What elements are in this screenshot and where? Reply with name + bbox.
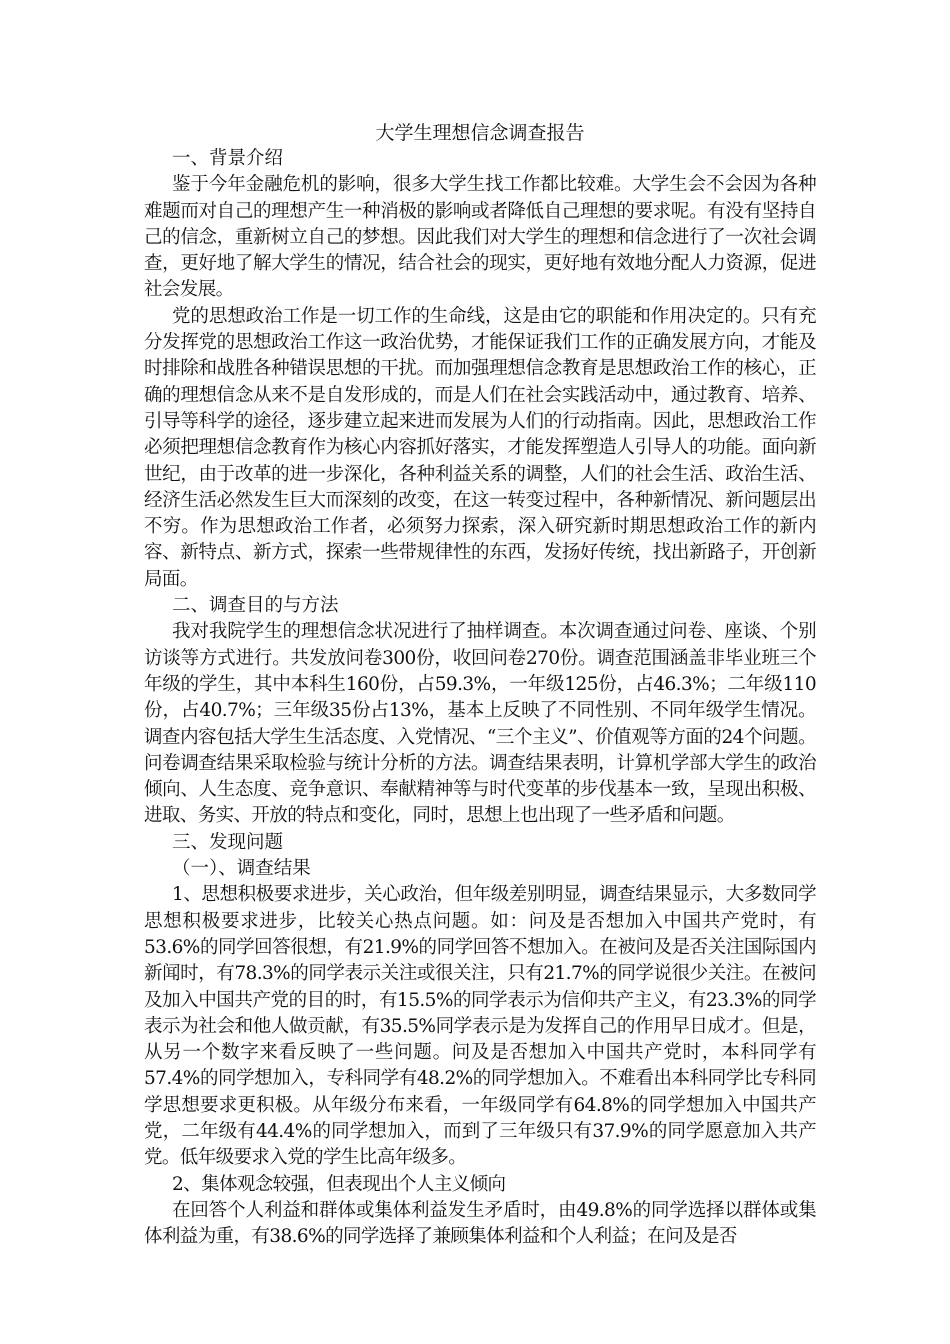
paragraph-purpose-method: 我对我院学生的理想信念状况进行了抽样调查。本次调查通过问卷、座谈、个别访谈等方式进行。共发放问卷300份，收回问卷270份。调查范围涵盖非毕业班三个年级的学生，其中本科生160份，占59.3%，一年级125份，占46.3%；二年级110份，占40.7%；三年级35份占13%，基本上反映了不同性别、不同年级学生情况。调查内容包括大学生生活态度、入党情况、“三个主义”、价值观等方面的24个问题。问卷调查结果采取检验与统计分析的方法。调查结果表明，计算机学部大学生的政治倾向、人生态度、竞争意识、奉献精神等与时代变革的步伐基本一致，呈现出积极、进取、务实、开放的特点和变化，同时，思想上也出现了一些矛盾和问题。 <box>144 621 816 827</box>
section-heading-background: 一、背景介绍 <box>172 148 284 169</box>
heading-finding-2: 2、集体观念较强，但表现出个人主义倾向 <box>172 1173 506 1195</box>
paragraph-background-1: 鉴于今年金融危机的影响，很多大学生找工作都比较难。大学生会不会因为各种难题而对自己的理想产生一种消极的影响或者降低自己理想的要求呢。有没有坚持自己的信念，重新树立自己的梦想。因此我们对大学生的理想和信念进行了一次社会调查，更好地了解大学生的情况，结合社会的现实，更好地有效地分配人力资源，促进社会发展。 <box>144 174 816 301</box>
section-heading-findings: 三、发现问题 <box>172 831 284 853</box>
paragraph-finding-2: 在回答个人利益和群体或集体利益发生矛盾时，由49.8%的同学选择以群体或集体利益为重，有38.6%的同学选择了兼顾集体利益和个人利益；在问及是否 <box>144 1199 816 1248</box>
paragraph-finding-1: 1、思想积极要求进步，关心政治，但年级差别明显，调查结果显示，大多数同学思想积极要求进步，比较关心热点问题。如：问及是否想加入中国共产党时，有53.6%的同学回答很想，有21.9%的同学回答不想加入。在被问及是否关注国际国内新闻时，有78.3%的同学表示关注或很关注，只有21.7%的同学说很少关注。在被问及加入中国共产党的目的时，有15.5%的同学表示为信仰共产主义，有23.3%的同学表示为社会和他人做贡献，有35.5%同学表示是为发挥自己的作用早日成才。但是，从另一个数字来看反映了一些问题。问及是否想加入中国共产党时，本科同学有57.4%的同学想加入，专科同学有48.2%的同学想加入。不难看出本科同学比专科同学思想要求更积极。从年级分布来看，一年级同学有64.8%的同学想加入中国共产党，二年级有44.4%的同学想加入，而到了三年级只有37.9%的同学愿意加入共产党。低年级要求入党的学生比高年级多。 <box>144 884 816 1169</box>
subheading-survey-results: （一）、调查结果 <box>172 858 311 880</box>
paragraph-background-2: 党的思想政治工作是一切工作的生命线，这是由它的职能和作用决定的。只有充分发挥党的思想政治工作这一政治优势，才能保证我们工作的正确发展方向，才能及时排除和战胜各种错误思想的干扰。而加强理想信念教育是思想政治工作的核心，正确的理想信念从来不是自发形成的，而是人们在社会实践活动中，通过教育、培养、引导等科学的途径，逐步建立起来进而发展为人们的行动指南。因此，思想政治工作必须把理想信念教育作为核心内容抓好落实，才能发挥塑造人引导人的功能。面向新世纪，由于改革的进一步深化，各种利益关系的调整，人们的社会生活、政治生活、经济生活必然发生巨大而深刻的改变，在这一转变过程中，各种新情况、新问题层出不穷。作为思想政治工作者，必须努力探索，深入研究新时期思想政治工作的新内容、新特点、新方式，探索一些带规律性的东西，发扬好传统，找出新路子，开创新局面。 <box>144 305 816 590</box>
section-heading-purpose-method: 二、调查目的与方法 <box>172 595 339 617</box>
document-page <box>144 120 816 1250</box>
document-title: 大学生理想信念调查报告 <box>375 122 585 144</box>
